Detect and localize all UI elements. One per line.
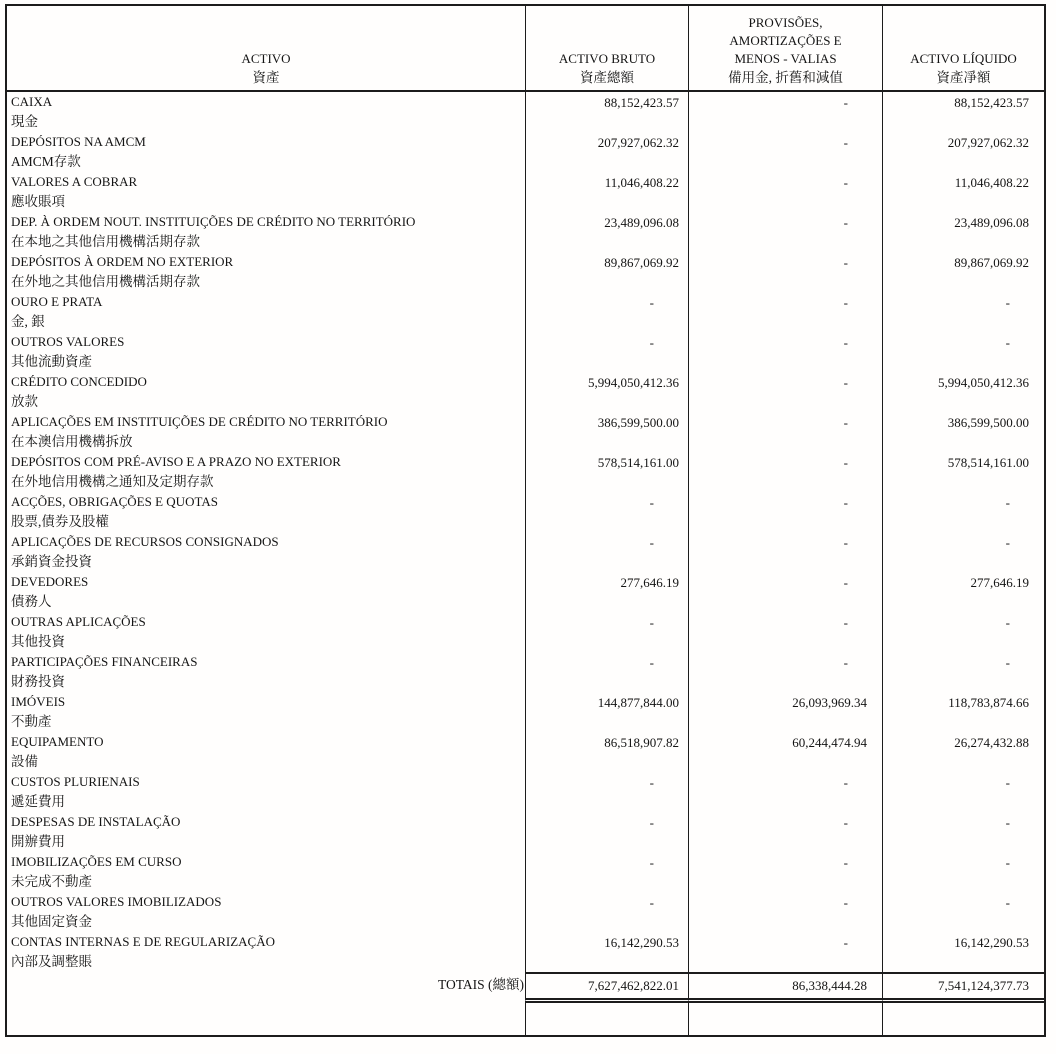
header-bruto-pt: ACTIVO BRUTO	[558, 51, 656, 66]
row-label-pt: APLICAÇÕES EM INSTITUIÇÕES DE CRÉDITO NO TERRITÓRIO	[11, 414, 388, 429]
header-cell-activo-bruto	[525, 6, 688, 90]
row-value-liquido: 386,599,500.00	[882, 412, 1044, 452]
table-row	[7, 492, 1044, 532]
row-value-bruto: 86,518,907.82	[525, 732, 688, 772]
row-label-pt: DEPÓSITOS NA AMCM	[11, 134, 146, 149]
table-row	[7, 692, 1044, 732]
row-value-provisoes: -	[688, 372, 882, 412]
row-label-zh: AMCM存款	[11, 154, 81, 169]
row-value-liquido: 11,046,408.22	[882, 172, 1044, 212]
row-value-bruto: 5,994,050,412.36	[525, 372, 688, 412]
row-label-zh: 財務投資	[11, 674, 65, 689]
row-label-zh: 在本澳信用機構拆放	[11, 434, 133, 449]
row-label-zh: 在本地之其他信用機構活期存款	[11, 234, 200, 249]
table-row	[7, 652, 1044, 692]
row-label-zh: 其他投資	[11, 634, 65, 649]
row-value-bruto: -	[525, 852, 688, 892]
table-body	[7, 92, 1044, 972]
row-label-zh: 承銷資金投資	[11, 554, 92, 569]
row-label-zh: 金, 銀	[11, 314, 45, 329]
row-label-cell	[7, 812, 525, 852]
table-row	[7, 372, 1044, 412]
tail-cell-label	[7, 1003, 525, 1035]
header-cell-provisoes	[688, 6, 882, 90]
table-row	[7, 292, 1044, 332]
row-label-cell	[7, 572, 525, 612]
row-value-liquido: -	[882, 332, 1044, 372]
row-label-cell	[7, 692, 525, 732]
header-provisoes-line3: MENOS - VALIAS	[734, 51, 837, 66]
table-row	[7, 932, 1044, 972]
row-label-pt: IMÓVEIS	[11, 694, 66, 709]
row-label-cell	[7, 372, 525, 412]
row-value-provisoes: 60,244,474.94	[688, 732, 882, 772]
row-label-zh: 現金	[11, 114, 38, 129]
table-row	[7, 612, 1044, 652]
row-value-bruto: -	[525, 772, 688, 812]
row-value-provisoes: -	[688, 932, 882, 972]
row-value-liquido: -	[882, 892, 1044, 932]
row-label-zh: 債務人	[11, 594, 52, 609]
totals-value-bruto: 7,627,462,822.01	[525, 972, 688, 1003]
row-label-pt: VALORES A COBRAR	[11, 174, 138, 189]
row-label-cell	[7, 652, 525, 692]
row-value-bruto: -	[525, 532, 688, 572]
row-label-pt: DEPÓSITOS COM PRÉ-AVISO E A PRAZO NO EXTERIOR	[11, 454, 341, 469]
row-label-cell	[7, 412, 525, 452]
row-value-provisoes: -	[688, 892, 882, 932]
row-value-bruto: -	[525, 612, 688, 652]
row-label-pt: OURO E PRATA	[11, 294, 103, 309]
row-label-cell	[7, 852, 525, 892]
table-row	[7, 132, 1044, 172]
row-value-bruto: 578,514,161.00	[525, 452, 688, 492]
assets-table	[5, 4, 1046, 1037]
row-value-provisoes: 26,093,969.34	[688, 692, 882, 732]
tail-cell-liquido	[882, 1003, 1044, 1035]
row-value-bruto: 144,877,844.00	[525, 692, 688, 732]
row-value-liquido: 277,646.19	[882, 572, 1044, 612]
row-label-pt: PARTICIPAÇÕES FINANCEIRAS	[11, 654, 198, 669]
row-label-zh: 在外地之其他信用機構活期存款	[11, 274, 200, 289]
row-value-bruto: 11,046,408.22	[525, 172, 688, 212]
row-label-cell	[7, 772, 525, 812]
row-label-cell	[7, 732, 525, 772]
row-value-liquido: 89,867,069.92	[882, 252, 1044, 292]
row-value-liquido: 26,274,432.88	[882, 732, 1044, 772]
table-row	[7, 772, 1044, 812]
row-label-cell	[7, 212, 525, 252]
totals-value-liquido: 7,541,124,377.73	[882, 972, 1044, 1003]
row-label-pt: OUTROS VALORES IMOBILIZADOS	[11, 894, 222, 909]
row-label-pt: ACÇÕES, OBRIGAÇÕES E QUOTAS	[11, 494, 218, 509]
row-label-pt: OUTRAS APLICAÇÕES	[11, 614, 146, 629]
row-value-bruto: -	[525, 292, 688, 332]
tail-cell-provisoes	[688, 1003, 882, 1035]
row-label-zh: 遞延費用	[11, 794, 65, 809]
header-provisoes-zh: 備用金, 折舊和減值	[728, 70, 843, 85]
table-row	[7, 92, 1044, 132]
table-row	[7, 532, 1044, 572]
row-value-bruto: -	[525, 812, 688, 852]
row-value-bruto: -	[525, 892, 688, 932]
row-label-pt: DEVEDORES	[11, 574, 89, 589]
row-value-liquido: 23,489,096.08	[882, 212, 1044, 252]
header-activo-zh: 資產	[252, 70, 280, 85]
row-value-bruto: 16,142,290.53	[525, 932, 688, 972]
row-label-cell	[7, 252, 525, 292]
row-label-pt: DESPESAS DE INSTALAÇÃO	[11, 814, 181, 829]
table-row	[7, 812, 1044, 852]
row-value-bruto: 277,646.19	[525, 572, 688, 612]
row-value-bruto: -	[525, 492, 688, 532]
row-value-provisoes: -	[688, 612, 882, 652]
row-label-pt: DEPÓSITOS À ORDEM NO EXTERIOR	[11, 254, 234, 269]
table-row	[7, 212, 1044, 252]
row-value-provisoes: -	[688, 652, 882, 692]
row-value-provisoes: -	[688, 172, 882, 212]
header-provisoes-line1: PROVISÕES,	[748, 15, 823, 30]
row-label-pt: CAIXA	[11, 94, 53, 109]
row-value-bruto: -	[525, 332, 688, 372]
row-label-zh: 內部及調整賬	[11, 954, 92, 969]
row-value-liquido: -	[882, 772, 1044, 812]
row-label-zh: 其他固定資金	[11, 914, 92, 929]
row-value-bruto: 23,489,096.08	[525, 212, 688, 252]
row-label-cell	[7, 172, 525, 212]
row-label-cell	[7, 532, 525, 572]
row-value-provisoes: -	[688, 132, 882, 172]
row-label-pt: CONTAS INTERNAS E DE REGULARIZAÇÃO	[11, 934, 276, 949]
row-value-provisoes: -	[688, 292, 882, 332]
row-label-cell	[7, 292, 525, 332]
row-value-liquido: -	[882, 532, 1044, 572]
row-value-provisoes: -	[688, 412, 882, 452]
table-row	[7, 732, 1044, 772]
table-row	[7, 332, 1044, 372]
table-row	[7, 572, 1044, 612]
header-activo-pt: ACTIVO	[241, 51, 291, 66]
row-value-liquido: 207,927,062.32	[882, 132, 1044, 172]
row-value-bruto: 88,152,423.57	[525, 92, 688, 132]
row-label-pt: EQUIPAMENTO	[11, 734, 104, 749]
row-value-provisoes: -	[688, 212, 882, 252]
row-value-provisoes: -	[688, 92, 882, 132]
row-value-bruto: -	[525, 652, 688, 692]
row-value-provisoes: -	[688, 772, 882, 812]
row-label-zh: 放款	[11, 394, 38, 409]
row-value-provisoes: -	[688, 812, 882, 852]
row-label-cell	[7, 612, 525, 652]
header-cell-activo	[7, 6, 525, 90]
row-value-liquido: -	[882, 812, 1044, 852]
table-row	[7, 452, 1044, 492]
row-value-bruto: 207,927,062.32	[525, 132, 688, 172]
row-value-liquido: -	[882, 652, 1044, 692]
row-value-liquido: 5,994,050,412.36	[882, 372, 1044, 412]
table-row	[7, 172, 1044, 212]
empty-tail-row	[7, 1003, 1044, 1035]
row-value-provisoes: -	[688, 332, 882, 372]
table-header-row	[7, 6, 1044, 92]
row-value-provisoes: -	[688, 492, 882, 532]
row-label-cell	[7, 492, 525, 532]
row-label-zh: 在外地信用機構之通知及定期存款	[11, 474, 214, 489]
row-label-zh: 應收賬項	[11, 194, 65, 209]
row-value-liquido: -	[882, 292, 1044, 332]
header-provisoes-line2: AMORTIZAÇÕES E	[729, 33, 842, 48]
row-value-bruto: 89,867,069.92	[525, 252, 688, 292]
row-value-provisoes: -	[688, 252, 882, 292]
row-value-liquido: -	[882, 612, 1044, 652]
row-label-zh: 開辦費用	[11, 834, 65, 849]
table-row	[7, 412, 1044, 452]
row-value-liquido: 88,152,423.57	[882, 92, 1044, 132]
row-label-zh: 未完成不動產	[11, 874, 92, 889]
row-value-liquido: 16,142,290.53	[882, 932, 1044, 972]
table-row	[7, 252, 1044, 292]
row-value-bruto: 386,599,500.00	[525, 412, 688, 452]
row-label-pt: APLICAÇÕES DE RECURSOS CONSIGNADOS	[11, 534, 279, 549]
row-label-cell	[7, 452, 525, 492]
totals-label: TOTAIS (總額)	[437, 977, 524, 992]
row-label-cell	[7, 92, 525, 132]
row-label-cell	[7, 132, 525, 172]
row-label-pt: CRÉDITO CONCEDIDO	[11, 374, 147, 389]
tail-cell-bruto	[525, 1003, 688, 1035]
row-label-pt: OUTROS VALORES	[11, 334, 125, 349]
row-label-zh: 其他流動資產	[11, 354, 92, 369]
row-value-provisoes: -	[688, 532, 882, 572]
row-label-zh: 不動產	[11, 714, 52, 729]
row-label-cell	[7, 332, 525, 372]
row-value-liquido: -	[882, 492, 1044, 532]
row-label-pt: CUSTOS PLURIENAIS	[11, 774, 140, 789]
header-bruto-zh: 資產總額	[580, 70, 634, 85]
row-label-cell	[7, 932, 525, 972]
row-value-liquido: 578,514,161.00	[882, 452, 1044, 492]
row-label-zh: 設備	[11, 754, 38, 769]
totals-row	[7, 972, 1044, 1003]
row-label-pt: IMOBILIZAÇÕES EM CURSO	[11, 854, 182, 869]
totals-value-provisoes: 86,338,444.28	[688, 972, 882, 1003]
row-label-pt: DEP. À ORDEM NOUT. INSTITUIÇÕES DE CRÉDITO NO TERRITÓRIO	[11, 214, 416, 229]
header-liquido-zh: 資產凈額	[936, 70, 991, 85]
header-cell-activo-liquido	[882, 6, 1044, 90]
row-label-zh: 股票,債券及股權	[11, 514, 109, 529]
row-value-liquido: -	[882, 852, 1044, 892]
table-row	[7, 852, 1044, 892]
row-label-cell	[7, 892, 525, 932]
row-value-liquido: 118,783,874.66	[882, 692, 1044, 732]
row-value-provisoes: -	[688, 572, 882, 612]
header-liquido-pt: ACTIVO LÍQUIDO	[910, 51, 1017, 66]
row-value-provisoes: -	[688, 452, 882, 492]
table-row	[7, 892, 1044, 932]
row-value-provisoes: -	[688, 852, 882, 892]
